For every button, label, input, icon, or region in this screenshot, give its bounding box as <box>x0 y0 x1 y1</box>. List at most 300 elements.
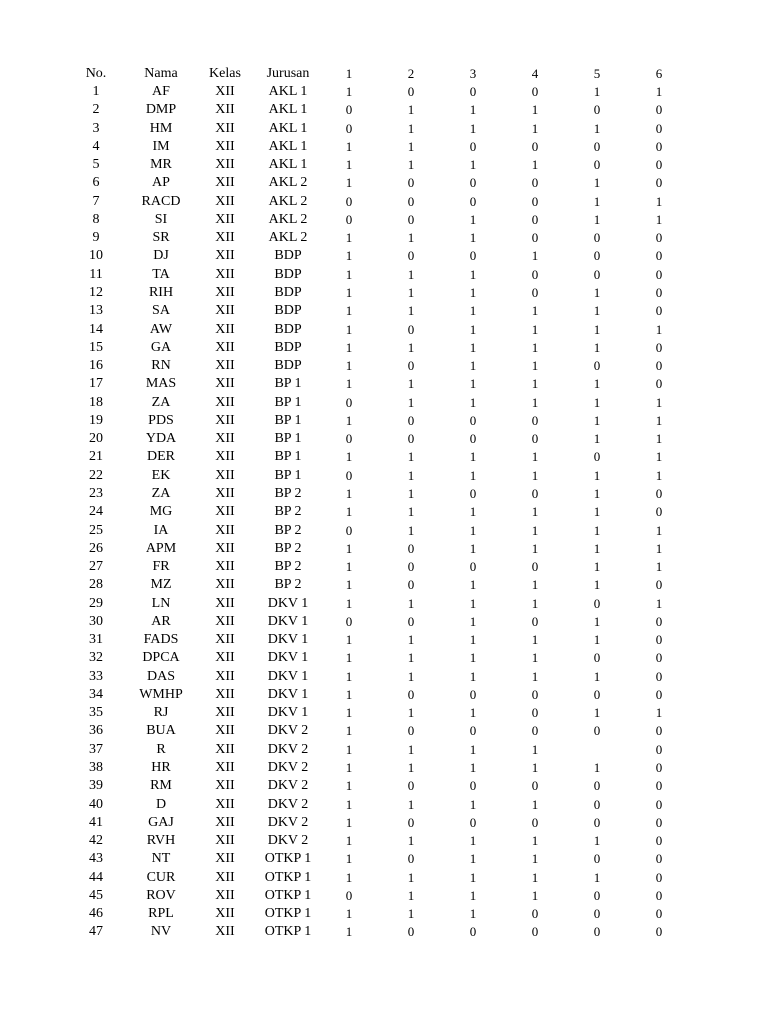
table-row <box>0 83 768 101</box>
cell-no: 18 <box>89 394 103 410</box>
cell-q3: 1 <box>469 906 477 922</box>
cell-q3: 0 <box>469 84 477 99</box>
cell-q1: 1 <box>345 540 353 556</box>
table-row <box>0 923 768 941</box>
cell-kelas: XII <box>215 650 235 666</box>
cell-no: 24 <box>89 504 103 520</box>
cell-jurusan: BDP <box>274 266 302 282</box>
cell-no: 44 <box>89 869 103 885</box>
cell-q6: 1 <box>655 540 663 556</box>
cell-q6: 0 <box>655 339 663 355</box>
cell-kelas: XII <box>215 741 235 757</box>
cell-q3: 0 <box>469 559 477 574</box>
cell-q3: 1 <box>469 650 477 666</box>
cell-nama: WMHP <box>139 686 183 702</box>
cell-q4: 0 <box>531 613 539 629</box>
cell-jurusan: DKV 1 <box>267 686 309 702</box>
cell-kelas: XII <box>215 833 235 849</box>
cell-no: 43 <box>89 851 103 867</box>
cell-q1: 1 <box>345 778 353 794</box>
cell-q6: 0 <box>655 869 663 885</box>
cell-q3: 1 <box>469 157 477 173</box>
cell-q5: 1 <box>593 705 601 721</box>
cell-q4: 1 <box>531 833 539 849</box>
cell-q3: 0 <box>469 723 477 739</box>
cell-q6: 0 <box>655 906 663 922</box>
cell-q2: 1 <box>407 705 415 721</box>
cell-nama: MZ <box>150 577 172 593</box>
cell-q1: 1 <box>345 851 353 867</box>
cell-no: 11 <box>89 266 103 282</box>
cell-kelas: XII <box>215 814 235 830</box>
cell-q1: 0 <box>345 431 353 447</box>
cell-q6: 1 <box>655 559 663 574</box>
cell-nama: YDA <box>145 431 177 447</box>
cell-q1: 1 <box>345 339 353 355</box>
cell-q1: 0 <box>345 193 353 209</box>
cell-q4: 0 <box>531 211 539 227</box>
cell-q6: 0 <box>655 303 663 319</box>
cell-q3: 1 <box>469 595 477 611</box>
cell-jurusan: DKV 2 <box>267 760 309 775</box>
table-row <box>0 485 768 503</box>
cell-q2: 0 <box>407 577 415 593</box>
cell-nama: D <box>155 796 167 812</box>
cell-q3: 1 <box>469 833 477 849</box>
cell-q3: 1 <box>469 321 477 337</box>
cell-q3: 1 <box>469 705 477 721</box>
cell-q6: 0 <box>655 833 663 849</box>
cell-q2: 1 <box>407 138 415 154</box>
table-row <box>0 814 768 832</box>
cell-q2: 1 <box>407 504 415 520</box>
cell-q2: 0 <box>407 723 415 739</box>
cell-q5: 1 <box>593 303 601 319</box>
cell-no: 8 <box>92 211 100 227</box>
cell-q5: 0 <box>593 851 601 867</box>
cell-q4: 1 <box>531 449 539 465</box>
cell-no: 4 <box>92 138 100 154</box>
cell-q5: 0 <box>593 230 601 246</box>
cell-q4: 0 <box>531 285 539 300</box>
cell-q3: 1 <box>469 285 477 300</box>
cell-nama: RIH <box>148 285 174 300</box>
cell-q5: 1 <box>593 760 601 775</box>
table-row <box>0 156 768 174</box>
table-row <box>0 668 768 686</box>
cell-q4: 0 <box>531 924 539 940</box>
cell-q6: 1 <box>655 211 663 227</box>
cell-nama: MR <box>150 157 172 173</box>
cell-no: 6 <box>92 175 100 191</box>
cell-kelas: XII <box>215 705 235 721</box>
cell-kelas: XII <box>215 887 235 903</box>
cell-nama: RPL <box>148 906 174 922</box>
cell-q6: 0 <box>655 376 663 392</box>
cell-no: 17 <box>89 376 103 392</box>
cell-kelas: XII <box>215 84 235 99</box>
header-q1: 1 <box>345 65 353 81</box>
cell-q2: 1 <box>407 467 415 483</box>
cell-q3: 1 <box>469 851 477 867</box>
cell-q2: 0 <box>407 559 415 574</box>
cell-q2: 0 <box>407 851 415 867</box>
cell-q1: 1 <box>345 760 353 775</box>
cell-q1: 1 <box>345 668 353 684</box>
cell-q5: 1 <box>593 120 601 136</box>
cell-q1: 1 <box>345 303 353 319</box>
cell-no: 1 <box>92 84 100 99</box>
cell-q2: 1 <box>407 668 415 684</box>
cell-jurusan: BP 1 <box>274 412 302 428</box>
table-row <box>0 448 768 466</box>
table-row <box>0 631 768 649</box>
cell-q2: 0 <box>407 211 415 227</box>
cell-no: 33 <box>89 668 103 684</box>
cell-q2: 0 <box>407 248 415 264</box>
cell-q3: 0 <box>469 175 477 191</box>
cell-q3: 1 <box>469 120 477 136</box>
cell-no: 3 <box>92 120 100 136</box>
cell-q5: 1 <box>593 869 601 885</box>
cell-no: 31 <box>89 632 103 648</box>
cell-q1: 0 <box>345 522 353 538</box>
cell-q3: 1 <box>469 632 477 648</box>
cell-jurusan: DKV 1 <box>267 632 309 648</box>
table-row <box>0 321 768 339</box>
table-row <box>0 394 768 412</box>
cell-jurusan: BDP <box>274 339 302 355</box>
cell-q3: 1 <box>469 540 477 556</box>
cell-q5: 0 <box>593 686 601 702</box>
cell-q5: 1 <box>593 394 601 410</box>
cell-q1: 0 <box>345 613 353 629</box>
cell-kelas: XII <box>215 504 235 520</box>
cell-jurusan: OTKP 1 <box>264 851 312 867</box>
cell-jurusan: DKV 1 <box>267 595 309 611</box>
cell-nama: AF <box>152 84 170 99</box>
cell-kelas: XII <box>215 632 235 648</box>
cell-q2: 0 <box>407 814 415 830</box>
cell-nama: AR <box>151 613 171 629</box>
cell-no: 46 <box>89 906 103 922</box>
cell-kelas: XII <box>215 431 235 447</box>
cell-nama: R <box>156 741 166 757</box>
cell-nama: GAJ <box>148 814 174 830</box>
header-q5: 5 <box>593 65 601 81</box>
header-nama: Nama <box>144 65 178 81</box>
cell-q6: 0 <box>655 760 663 775</box>
cell-q3: 1 <box>469 303 477 319</box>
cell-kelas: XII <box>215 522 235 538</box>
cell-q5: 0 <box>593 924 601 940</box>
cell-q6: 1 <box>655 595 663 611</box>
cell-no: 41 <box>89 814 103 830</box>
table-row <box>0 613 768 631</box>
header-jurusan: Jurusan <box>266 65 310 81</box>
cell-q3: 1 <box>469 266 477 282</box>
cell-q4: 0 <box>531 485 539 501</box>
cell-q5: 0 <box>593 266 601 282</box>
cell-jurusan: BP 1 <box>274 431 302 447</box>
cell-q2: 1 <box>407 285 415 300</box>
cell-q6: 1 <box>655 84 663 99</box>
cell-q5: 0 <box>593 595 601 611</box>
cell-q5: 0 <box>593 102 601 118</box>
cell-kelas: XII <box>215 851 235 867</box>
cell-q6: 1 <box>655 467 663 483</box>
cell-q3: 0 <box>469 138 477 154</box>
cell-q2: 1 <box>407 869 415 885</box>
cell-q3: 0 <box>469 485 477 501</box>
cell-q5: 1 <box>593 485 601 501</box>
cell-q3: 1 <box>469 760 477 775</box>
table-row <box>0 247 768 265</box>
cell-nama: IA <box>153 522 169 538</box>
cell-kelas: XII <box>215 157 235 173</box>
cell-q3: 1 <box>469 869 477 885</box>
cell-jurusan: OTKP 1 <box>264 887 312 903</box>
cell-nama: APM <box>145 540 177 556</box>
cell-q2: 1 <box>407 741 415 757</box>
cell-nama: BUA <box>146 723 176 739</box>
cell-no: 20 <box>89 431 103 447</box>
cell-q6: 0 <box>655 778 663 794</box>
cell-q6: 0 <box>655 266 663 282</box>
cell-q1: 1 <box>345 705 353 721</box>
cell-q5: 1 <box>593 540 601 556</box>
cell-kelas: XII <box>215 412 235 428</box>
cell-no: 12 <box>89 285 103 300</box>
cell-kelas: XII <box>215 595 235 611</box>
cell-q2: 0 <box>407 321 415 337</box>
cell-nama: AP <box>152 175 170 191</box>
table-row <box>0 101 768 119</box>
cell-q1: 0 <box>345 120 353 136</box>
cell-kelas: XII <box>215 376 235 392</box>
cell-q1: 1 <box>345 358 353 374</box>
cell-q1: 1 <box>345 632 353 648</box>
cell-no: 38 <box>89 760 103 775</box>
cell-jurusan: DKV 1 <box>267 613 309 629</box>
cell-kelas: XII <box>215 138 235 154</box>
cell-q6: 0 <box>655 650 663 666</box>
cell-nama: ZA <box>151 394 171 410</box>
cell-q4: 0 <box>531 559 539 574</box>
cell-nama: SA <box>152 303 170 319</box>
cell-q4: 1 <box>531 851 539 867</box>
table-row <box>0 522 768 540</box>
cell-q6: 0 <box>655 285 663 300</box>
cell-q1: 1 <box>345 686 353 702</box>
cell-q2: 0 <box>407 84 415 99</box>
cell-q4: 0 <box>531 193 539 209</box>
cell-q3: 0 <box>469 193 477 209</box>
cell-no: 32 <box>89 650 103 666</box>
cell-no: 10 <box>89 248 103 264</box>
cell-jurusan: DKV 2 <box>267 778 309 794</box>
cell-no: 40 <box>89 796 103 812</box>
cell-jurusan: BDP <box>274 321 302 337</box>
cell-q4: 1 <box>531 887 539 903</box>
cell-q4: 1 <box>531 577 539 593</box>
table-row <box>0 412 768 430</box>
table-row <box>0 302 768 320</box>
cell-no: 37 <box>89 741 103 757</box>
cell-q2: 0 <box>407 924 415 940</box>
cell-q2: 1 <box>407 102 415 118</box>
cell-q4: 1 <box>531 376 539 392</box>
cell-jurusan: DKV 1 <box>267 650 309 666</box>
cell-no: 19 <box>89 412 103 428</box>
cell-q3: 1 <box>469 339 477 355</box>
cell-q3: 1 <box>469 230 477 246</box>
header-q3: 3 <box>469 65 477 81</box>
cell-jurusan: BP 2 <box>274 485 302 501</box>
cell-kelas: XII <box>215 339 235 355</box>
cell-q2: 0 <box>407 358 415 374</box>
cell-nama: PDS <box>148 412 174 428</box>
cell-kelas: XII <box>215 778 235 794</box>
cell-kelas: XII <box>215 906 235 922</box>
cell-jurusan: DKV 2 <box>267 796 309 812</box>
table-row <box>0 284 768 302</box>
cell-jurusan: BP 2 <box>274 504 302 520</box>
cell-q4: 0 <box>531 778 539 794</box>
cell-q3: 1 <box>469 211 477 227</box>
cell-jurusan: BDP <box>274 358 302 374</box>
cell-q2: 1 <box>407 120 415 136</box>
cell-q1: 1 <box>345 595 353 611</box>
cell-q1: 1 <box>345 157 353 173</box>
cell-no: 15 <box>89 339 103 355</box>
cell-q6: 0 <box>655 668 663 684</box>
cell-q6: 1 <box>655 321 663 337</box>
cell-q2: 0 <box>407 175 415 191</box>
header-no: No. <box>85 65 107 81</box>
cell-no: 2 <box>92 102 100 118</box>
cell-q6: 0 <box>655 138 663 154</box>
table-row <box>0 887 768 905</box>
cell-q4: 1 <box>531 595 539 611</box>
cell-q6: 0 <box>655 504 663 520</box>
table-row <box>0 503 768 521</box>
cell-nama: DER <box>147 449 175 465</box>
cell-jurusan: AKL 2 <box>268 193 308 209</box>
cell-q1: 1 <box>345 321 353 337</box>
cell-q6: 0 <box>655 230 663 246</box>
cell-q1: 1 <box>345 650 353 666</box>
cell-q4: 1 <box>531 120 539 136</box>
cell-q1: 1 <box>345 449 353 465</box>
cell-q4: 1 <box>531 540 539 556</box>
cell-q2: 1 <box>407 796 415 812</box>
cell-q6: 1 <box>655 431 663 447</box>
cell-q2: 1 <box>407 394 415 410</box>
cell-nama: RACD <box>141 193 181 209</box>
cell-q6: 0 <box>655 175 663 191</box>
cell-q6: 0 <box>655 248 663 264</box>
cell-q4: 1 <box>531 303 539 319</box>
cell-q5: 1 <box>593 412 601 428</box>
table-row <box>0 777 768 795</box>
cell-nama: TA <box>152 266 170 282</box>
cell-q1: 1 <box>345 869 353 885</box>
cell-q4: 1 <box>531 632 539 648</box>
cell-q5: 0 <box>593 814 601 830</box>
cell-q2: 0 <box>407 431 415 447</box>
cell-q5: 1 <box>593 193 601 209</box>
cell-jurusan: DKV 2 <box>267 814 309 830</box>
cell-no: 29 <box>89 595 103 611</box>
table-row <box>0 120 768 138</box>
cell-q2: 1 <box>407 485 415 501</box>
cell-nama: SI <box>154 211 168 227</box>
cell-q1: 1 <box>345 285 353 300</box>
cell-q6: 0 <box>655 120 663 136</box>
cell-kelas: XII <box>215 120 235 136</box>
cell-no: 23 <box>89 485 103 501</box>
cell-q2: 1 <box>407 760 415 775</box>
cell-no: 39 <box>89 778 103 794</box>
table-row <box>0 759 768 777</box>
cell-q1: 1 <box>345 230 353 246</box>
cell-q6: 0 <box>655 632 663 648</box>
cell-q1: 1 <box>345 504 353 520</box>
cell-no: 36 <box>89 723 103 739</box>
cell-q5: 0 <box>593 723 601 739</box>
cell-q5: 0 <box>593 358 601 374</box>
cell-q1: 1 <box>345 833 353 849</box>
cell-q3: 1 <box>469 449 477 465</box>
cell-q4: 1 <box>531 504 539 520</box>
cell-jurusan: AKL 1 <box>268 120 308 136</box>
cell-q4: 1 <box>531 248 539 264</box>
cell-q5: 1 <box>593 668 601 684</box>
cell-q5: 0 <box>593 906 601 922</box>
cell-q6: 1 <box>655 705 663 721</box>
cell-no: 14 <box>89 321 103 337</box>
cell-q2: 1 <box>407 303 415 319</box>
cell-jurusan: BP 2 <box>274 577 302 593</box>
cell-q6: 0 <box>655 577 663 593</box>
table-row <box>0 850 768 868</box>
cell-q5: 1 <box>593 431 601 447</box>
cell-q4: 0 <box>531 723 539 739</box>
cell-no: 47 <box>89 924 103 940</box>
table-row <box>0 704 768 722</box>
cell-q3: 0 <box>469 778 477 794</box>
cell-q3: 1 <box>469 796 477 812</box>
cell-nama: RM <box>150 778 172 794</box>
cell-kelas: XII <box>215 723 235 739</box>
cell-kelas: XII <box>215 668 235 684</box>
cell-kelas: XII <box>215 358 235 374</box>
cell-q2: 0 <box>407 412 415 428</box>
cell-nama: SR <box>152 230 170 246</box>
cell-q1: 1 <box>345 924 353 940</box>
cell-q1: 0 <box>345 394 353 410</box>
table-row <box>0 540 768 558</box>
cell-q5: 1 <box>593 504 601 520</box>
cell-kelas: XII <box>215 211 235 227</box>
cell-q4: 1 <box>531 394 539 410</box>
table-row <box>0 430 768 448</box>
cell-no: 5 <box>92 157 100 173</box>
cell-q5: 1 <box>593 613 601 629</box>
cell-kelas: XII <box>215 869 235 885</box>
cell-q3: 1 <box>469 394 477 410</box>
